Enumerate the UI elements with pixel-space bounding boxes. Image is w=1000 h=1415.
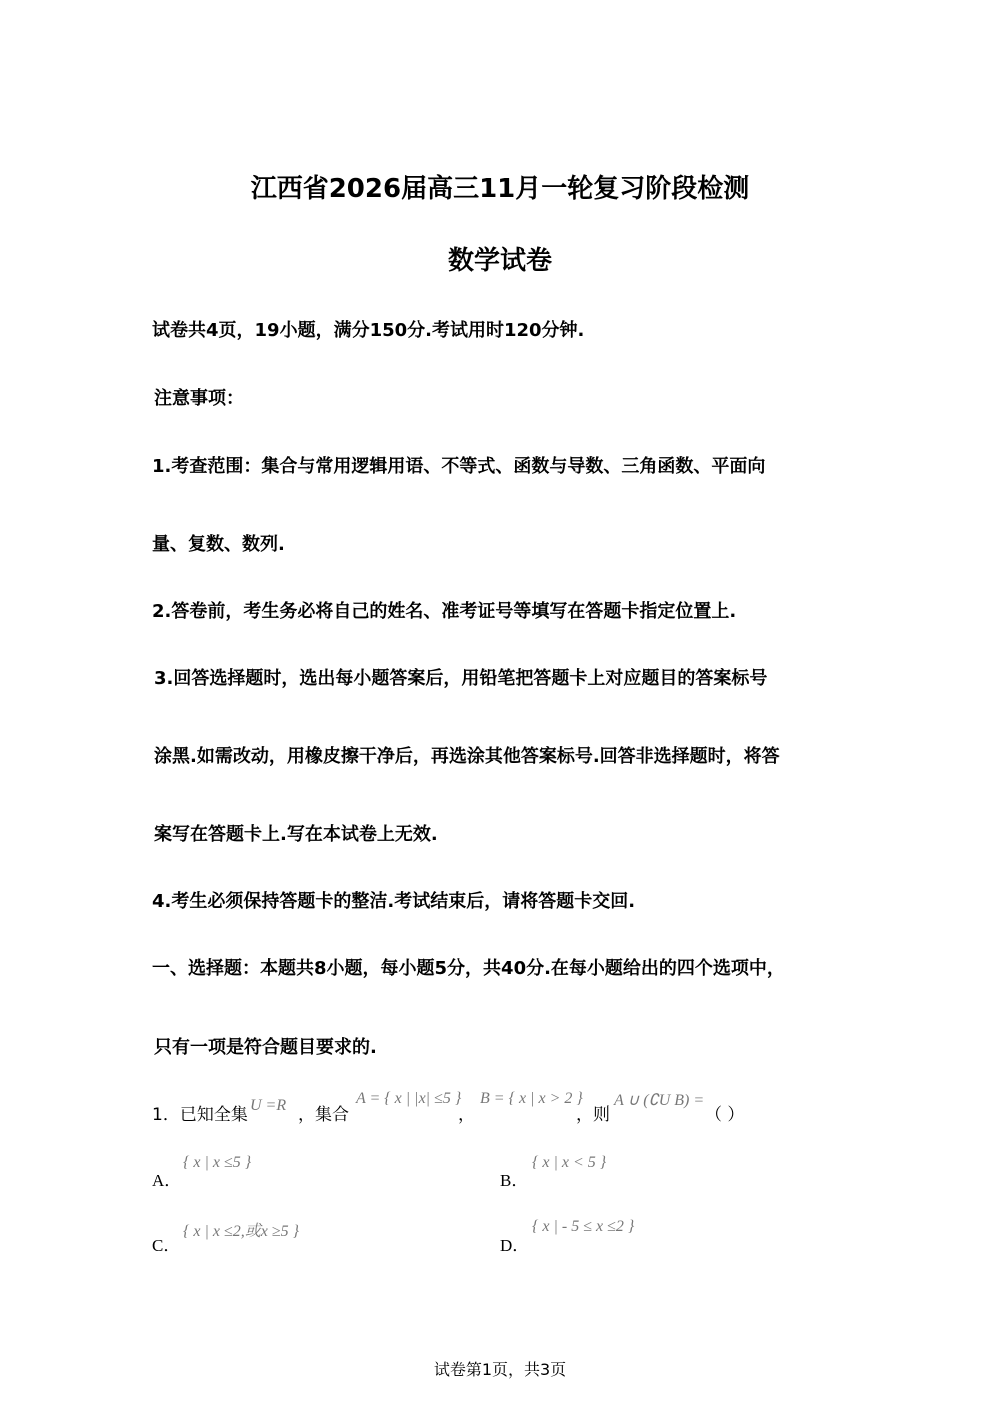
notice-item-1-line-1: 1.考查范围：集合与常用逻辑用语、不等式、函数与导数、三角函数、平面向 [152, 456, 766, 477]
question-1-set-word: ，集合 [298, 1105, 349, 1125]
option-b-text: { x | x < 5 } [532, 1154, 607, 1171]
section-1-line-2: 只有一项是符合题目要求的. [154, 1037, 377, 1058]
question-1-answer-blank: （ ） [705, 1105, 745, 1125]
section-1-line-1: 一、选择题：本题共8小题，每小题5分，共40分.在每小题给出的四个选项中， [152, 958, 785, 979]
question-1-expression: A ∪ (∁U B) = [614, 1092, 705, 1109]
notice-item-2: 2.答卷前，考生务必将自己的姓名、准考证号等填写在答题卡指定位置上. [152, 601, 737, 622]
question-1-universe: U =R [250, 1097, 287, 1114]
option-d-text: { x | - 5 ≤ x ≤2 } [532, 1218, 635, 1235]
question-1-set-b: B = { x | x > 2 } [480, 1090, 583, 1107]
notice-item-4: 4.考生必须保持答题卡的整洁.考试结束后，请将答题卡交回. [152, 891, 636, 912]
exam-title: 江西省2026届高三11月一轮复习阶段检测 [250, 174, 750, 204]
option-d-label: D． [500, 1236, 530, 1255]
option-a-label: A． [152, 1171, 182, 1190]
question-1-then: ，则 [576, 1105, 610, 1125]
question-1-prefix: 1．已知全集 [152, 1105, 248, 1125]
question-1-comma: ， [458, 1105, 475, 1125]
option-c-text: { x | x ≤2,或x ≥5 } [183, 1223, 300, 1240]
question-1-set-a: A = { x | |x| ≤5 } [356, 1090, 462, 1107]
page-footer: 试卷第1页，共3页 [433, 1360, 567, 1379]
exam-subtitle: 数学试卷 [447, 246, 552, 276]
option-b-label: B． [500, 1171, 529, 1190]
option-c-label: C． [152, 1236, 181, 1255]
notice-item-3-line-1: 3.回答选择题时，选出每小题答案后，用铅笔把答题卡上对应题目的答案标号 [154, 668, 768, 689]
notice-item-1-line-2: 量、复数、数列. [152, 534, 285, 555]
notice-item-3-line-3: 案写在答题卡上.写在本试卷上无效. [154, 824, 438, 845]
notice-item-3-line-2: 涂黑.如需改动，用橡皮擦干净后，再选涂其他答案标号.回答非选择题时，将答 [154, 746, 780, 767]
exam-info: 试卷共4页，19小题，满分150分.考试用时120分钟. [152, 320, 585, 341]
option-a-text: { x | x ≤5 } [183, 1154, 252, 1171]
notice-heading: 注意事项： [154, 388, 244, 409]
